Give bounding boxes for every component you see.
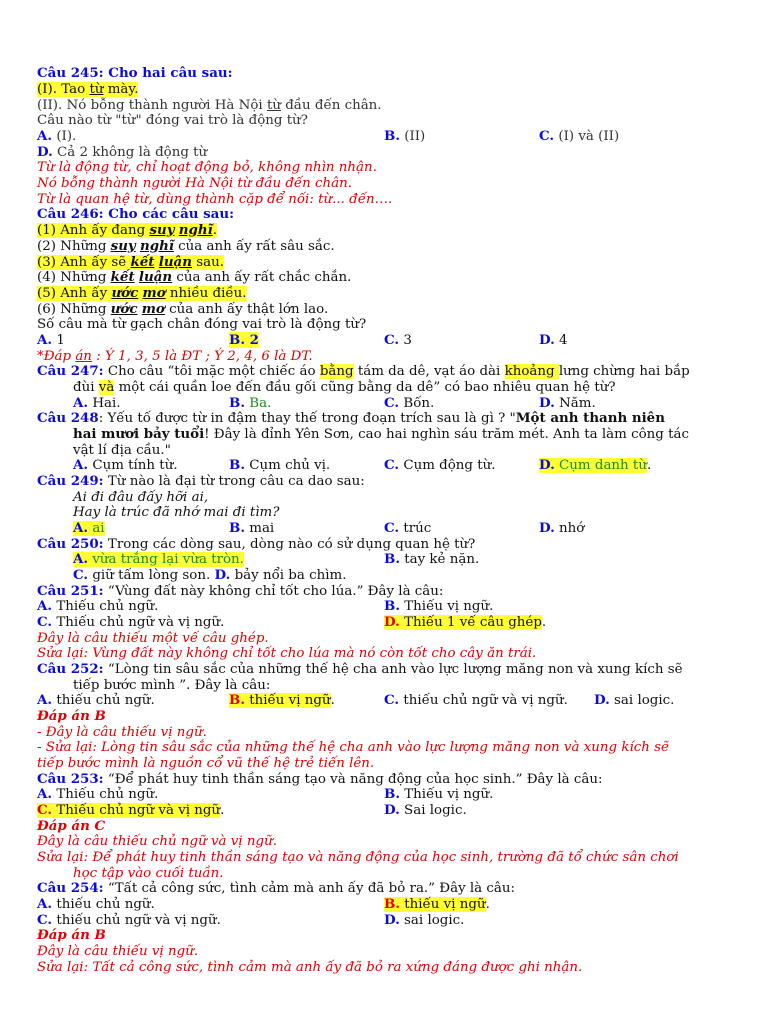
q245-option-c[interactable]: C. (I) và (II): [539, 128, 620, 144]
q246-sentence-1: (1) Anh ấy đang suy nghĩ.: [37, 222, 217, 238]
q249-option-b[interactable]: B. mai: [229, 520, 275, 536]
q252-option-d[interactable]: D. sai logic.: [594, 692, 675, 708]
q253-option-d[interactable]: D. Sai logic.: [384, 802, 467, 818]
q248-line-1: Câu 248: Yếu tố được từ in đậm thay thế trong đoạn trích sau là gì ? "Một anh thanh niên: [37, 410, 665, 426]
q252-option-a[interactable]: A. thiếu chủ ngữ.: [37, 692, 155, 708]
q245-question: Câu nào từ "từ" đóng vai trò là động từ?: [37, 113, 308, 128]
q248-line-3: vật lí địa cầu.": [73, 443, 171, 458]
q249-option-a[interactable]: A. ai: [73, 520, 105, 536]
q246-option-b[interactable]: B. 2: [229, 332, 259, 348]
q246-sentence-5: (5) Anh ấy ước mơ nhiều điều.: [37, 285, 247, 301]
q253-option-b[interactable]: B. Thiếu vị ngữ.: [384, 786, 494, 802]
q252-line-1: Câu 252: “Lòng tin sâu sắc của những thế hệ cha anh vào lực lượng măng non và xung kích sẽ: [37, 661, 683, 677]
q246-option-c[interactable]: C. 3: [384, 332, 412, 348]
q247-option-d[interactable]: D. Năm.: [539, 395, 596, 411]
q251-option-b[interactable]: B. Thiếu vị ngữ.: [384, 598, 494, 614]
q247-option-a[interactable]: A. Hai.: [73, 395, 121, 411]
q251-option-a[interactable]: A. Thiếu chủ ngữ.: [37, 598, 159, 614]
q254-option-c[interactable]: C. thiếu chủ ngữ và vị ngữ.: [37, 912, 221, 928]
q254-answer: Đáp án B: [37, 927, 106, 943]
q254-explanation-1: Đây là câu thiếu vị ngữ.: [37, 944, 199, 959]
q245-sentence-1: (I). Tao từ mày.: [37, 82, 139, 97]
q252-option-c[interactable]: C. thiếu chủ ngữ và vị ngữ.: [384, 692, 568, 708]
q246-answer: *Đáp án : Ý 1, 3, 5 là ĐT ; Ý 2, 4, 6 là DT.: [37, 349, 313, 364]
q253-explanation-1: Đây là câu thiếu chủ ngữ và vị ngữ.: [37, 834, 277, 849]
q254-option-d[interactable]: D. sai logic.: [384, 912, 465, 928]
q248-option-d[interactable]: D. Cụm danh từ.: [539, 457, 652, 473]
q249-option-d[interactable]: D. nhớ: [539, 520, 585, 536]
q254-line-1: Câu 254: “Tất cả công sức, tình cảm mà anh ấy đã bỏ ra.” Đây là câu:: [37, 880, 516, 896]
q253-explanation-2: Sửa lại: Để phát huy tinh thần sáng tạo và năng động của học sinh, trường đã tổ chức sân chơi: [37, 850, 679, 865]
q245-sentence-2: (II). Nó bỗng thành người Hà Nội từ đầu đến chân.: [37, 98, 382, 113]
q252-option-b[interactable]: B. thiếu vị ngữ.: [229, 692, 335, 708]
q250-option-a[interactable]: A. vừa trắng lại vừa tròn.: [73, 551, 244, 567]
q248-line-2: hai mươi bảy tuổi! Đây là đỉnh Yên Sơn, cao hai nghìn sáu trăm mét. Anh ta làm công tác: [73, 426, 689, 442]
q250-option-b[interactable]: B. tay kẻ nặn.: [384, 551, 480, 567]
q247-option-b[interactable]: B. Ba.: [229, 395, 272, 411]
q249-verse-1: Ai đi đâu đấy hỡi ai,: [73, 490, 209, 505]
q253-line-1: Câu 253: “Để phát huy tinh thần sáng tạo và năng động của học sinh.” Đây là câu:: [37, 771, 603, 787]
q251-line-1: Câu 251: “Vùng đất này không chỉ tốt cho lúa.” Đây là câu:: [37, 583, 444, 599]
q248-option-b[interactable]: B. Cụm chủ vị.: [229, 457, 331, 473]
q253-answer: Đáp án C: [37, 818, 106, 834]
q249-verse-2: Hay là trúc đã nhớ mai đi tìm?: [73, 505, 280, 520]
q254-option-b[interactable]: B. thiếu vị ngữ.: [384, 896, 490, 912]
q248-option-a[interactable]: A. Cụm tính từ.: [73, 457, 178, 473]
q252-explanation-1: - Đây là câu thiếu vị ngữ.: [37, 725, 207, 740]
q246-option-d[interactable]: D. 4: [539, 332, 568, 348]
q246-sentence-4: (4) Những kết luận của anh ấy rất chắc chắn.: [37, 269, 352, 285]
q246-sentence-3: (3) Anh ấy sẽ kết luận sau.: [37, 254, 224, 270]
q245-explanation-2: Nó bỗng thành người Hà Nội từ đầu đến chân.: [37, 176, 353, 191]
q245-title: Câu 245: Cho hai câu sau:: [37, 65, 233, 81]
q249-option-c[interactable]: C. trúc: [384, 520, 432, 536]
q247-line-1: Câu 247: Cho câu “tôi mặc một chiếc áo bằng tám da dê, vạt áo dài khoảng lưng chừng hai bắp: [37, 363, 690, 379]
q249-line-1: Câu 249: Từ nào là đại từ trong câu ca dao sau:: [37, 473, 365, 489]
q245-option-d[interactable]: D. Cả 2 không là động từ: [37, 144, 208, 160]
q251-option-c[interactable]: C. Thiếu chủ ngữ và vị ngữ.: [37, 614, 225, 630]
q254-option-a[interactable]: A. thiếu chủ ngữ.: [37, 896, 155, 912]
q248-option-c[interactable]: C. Cụm động từ.: [384, 457, 496, 473]
q246-question: Số câu mà từ gạch chân đóng vai trò là động từ?: [37, 317, 367, 332]
q246-title: Câu 246: Cho các câu sau:: [37, 206, 235, 222]
q254-explanation-2: Sửa lại: Tất cả công sức, tình cảm mà anh ấy đã bỏ ra xứng đáng được ghi nhận.: [37, 960, 583, 975]
q252-answer: Đáp án B: [37, 708, 106, 724]
q246-sentence-6: (6) Những ước mơ của anh ấy thật lớn lao.: [37, 301, 329, 317]
q253-option-c[interactable]: C. Thiếu chủ ngữ và vị ngữ.: [37, 802, 225, 818]
q245-option-b[interactable]: B. (II): [384, 128, 426, 144]
q250-option-c-d[interactable]: C. giữ tấm lòng son. D. bảy nổi ba chìm.: [73, 567, 347, 583]
q247-option-c[interactable]: C. Bốn.: [384, 395, 435, 411]
q252-line-2: tiếp bước mình ”. Đây là câu:: [73, 678, 271, 693]
q245-explanation-3: Từ là quan hệ từ, dùng thành cặp để nối: từ... đến….: [37, 192, 393, 207]
q251-option-d[interactable]: D. Thiếu 1 vế câu ghép.: [384, 614, 547, 630]
q250-line-1: Câu 250: Trong các dòng sau, dòng nào có sử dụng quan hệ từ?: [37, 536, 476, 552]
q251-explanation-2: Sửa lại: Vùng đất này không chỉ tốt cho lúa mà nó còn tốt cho cây ăn trái.: [37, 646, 537, 661]
q253-option-a[interactable]: A. Thiếu chủ ngữ.: [37, 786, 159, 802]
q246-sentence-2: (2) Những suy nghĩ của anh ấy rất sâu sắc.: [37, 238, 335, 254]
q253-explanation-3: học tập vào cuối tuần.: [73, 866, 224, 881]
q245-explanation-1: Từ là động từ, chỉ hoạt động bỏ, không nhìn nhận.: [37, 160, 377, 175]
q245-option-a[interactable]: A. (I).: [37, 128, 77, 144]
q252-explanation-2: - Sửa lại: Lòng tin sâu sắc của những thế hệ cha anh vào lực lượng măng non và xung kích sẽ: [37, 740, 669, 755]
q246-option-a[interactable]: A. 1: [37, 332, 65, 348]
q251-explanation-1: Đây là câu thiếu một vế câu ghép.: [37, 631, 269, 646]
q252-explanation-3: tiếp bước mình là nguồn cổ vũ thế hệ trẻ tiến lên.: [37, 756, 375, 771]
q247-line-2: đùi và một cái quần loe đến đầu gối cũng bằng da dê” có bao nhiêu quan hệ từ?: [73, 380, 616, 395]
